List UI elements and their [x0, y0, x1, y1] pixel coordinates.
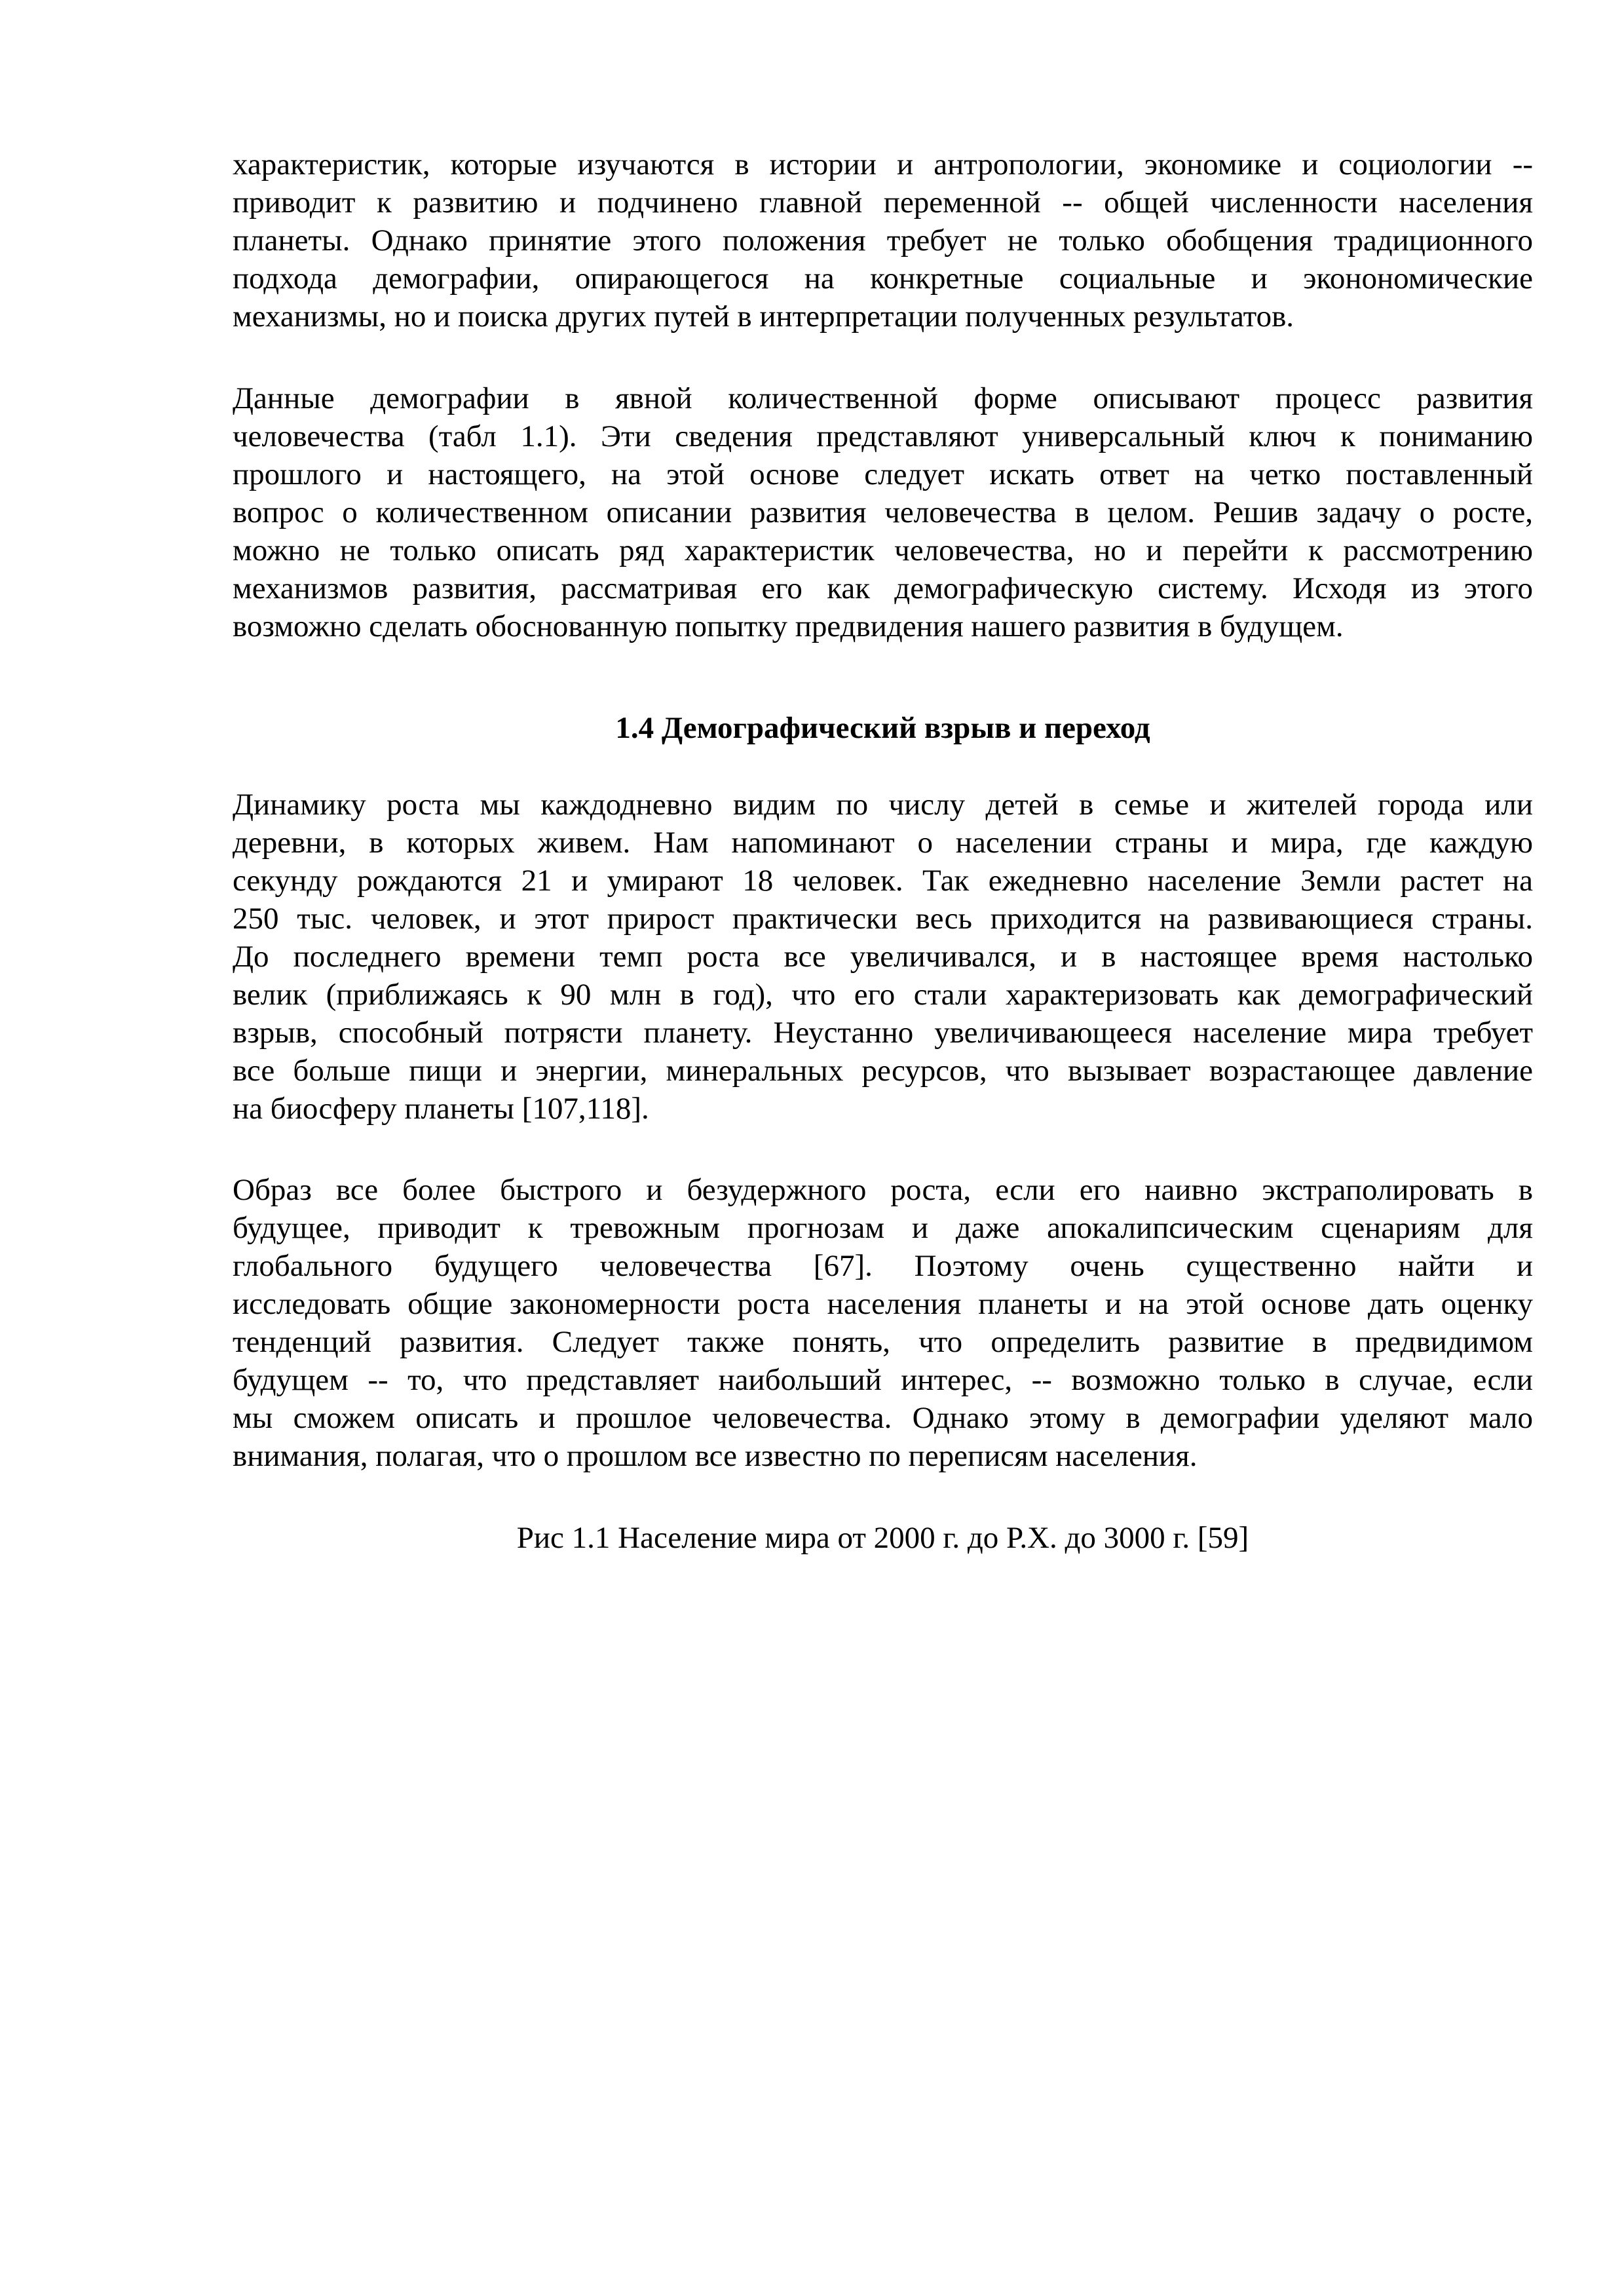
paragraph-line: секунду рождаются 21 и умирают 18 человек. Так ежедневно население Земли растет на — [233, 864, 1533, 898]
paragraph-line: Динамику роста мы каждодневно видим по числу детей в семье и жителей города или — [233, 788, 1533, 822]
paragraph-line: механизмов развития, рассматривая его как демографическую систему. Исходя из этого — [233, 571, 1533, 605]
paragraph-line: вопрос о количественном описании развития человечества в целом. Решив задачу о росте, — [233, 495, 1533, 529]
paragraph-line: До последнего времени темп роста все увеличивался, и в настоящее время настолько — [233, 940, 1533, 974]
paragraph-3 — [233, 786, 1533, 1128]
paragraph-line: характеристик, которые изучаются в истории и антропологии, экономике и социологии -- — [233, 147, 1533, 182]
paragraph-line: мы сможем описать и прошлое человечества. Однако этому в демографии уделяют мало — [233, 1401, 1533, 1435]
paragraph-line: возможно сделать обоснованную попытку предвидения нашего развития в будущем. — [233, 609, 1344, 643]
figure-caption: Рис 1.1 Население мира от 2000 г. до Р.Х. до 3000 г. [59] — [516, 1521, 1249, 1555]
paragraph-line: Данные демографии в явной количественной форме описывают процесс развития — [233, 381, 1533, 415]
paragraph-line: на биосферу планеты [107,118]. — [233, 1092, 649, 1126]
paragraph-line: все больше пищи и энергии, минеральных ресурсов, что вызывает возрастающее давление — [233, 1054, 1533, 1088]
paragraph-line: тенденций развития. Следует также понять, что определить развитие в предвидимом — [233, 1325, 1533, 1359]
paragraph-4 — [233, 1171, 1533, 1475]
paragraph-line: механизмы, но и поиска других путей в интерпретации полученных результатов. — [233, 299, 1294, 334]
paragraph-line: внимания, полагая, что о прошлом все известно по переписям населения. — [233, 1439, 1198, 1473]
paragraph-line: можно не только описать ряд характеристик человечества, но и перейти к рассмотрению — [233, 533, 1533, 567]
paragraph-line: человечества (табл 1.1). Эти сведения представляют универсальный ключ к пониманию — [233, 419, 1533, 453]
paragraph-line: Образ все более быстрого и безудержного роста, если его наивно экстраполировать в — [233, 1173, 1533, 1207]
section-heading: 1.4 Демографический взрыв и переход — [615, 711, 1150, 745]
paragraph-line: планеты. Однако принятие этого положения требует не только обобщения традиционного — [233, 223, 1533, 258]
paragraph-line: 250 тыс. человек, и этот прирост практически весь приходится на развивающиеся страны. — [233, 902, 1533, 936]
paragraph-2 — [233, 379, 1533, 645]
paragraph-line: деревни, в которых живем. Нам напоминают о населении страны и мира, где каждую — [233, 826, 1533, 860]
paragraph-line: велик (приближаясь к 90 млн в год), что его стали характеризовать как демографический — [233, 978, 1533, 1012]
paragraph-line: подхода демографии, опирающегося на конкретные социальные и эконономические — [233, 261, 1533, 296]
paragraph-line: приводит к развитию и подчинено главной переменной -- общей численности населения — [233, 185, 1533, 220]
paragraph-line: будущее, приводит к тревожным прогнозам и даже апокалипсическим сценариям для — [233, 1211, 1533, 1245]
paragraph-line: взрыв, способный потрясти планету. Неустанно увеличивающееся население мира требует — [233, 1016, 1533, 1050]
paragraph-line: будущем -- то, что представляет наибольший интерес, -- возможно только в случае, если — [233, 1363, 1533, 1397]
paragraph-line: глобального будущего человечества [67]. Поэтому очень существенно найти и — [233, 1249, 1533, 1283]
paragraph-line: прошлого и настоящего, на этой основе следует искать ответ на четко поставленный — [233, 457, 1533, 491]
paragraph-1 — [233, 145, 1533, 335]
paragraph-line: исследовать общие закономерности роста населения планеты и на этой основе дать оценку — [233, 1287, 1533, 1321]
